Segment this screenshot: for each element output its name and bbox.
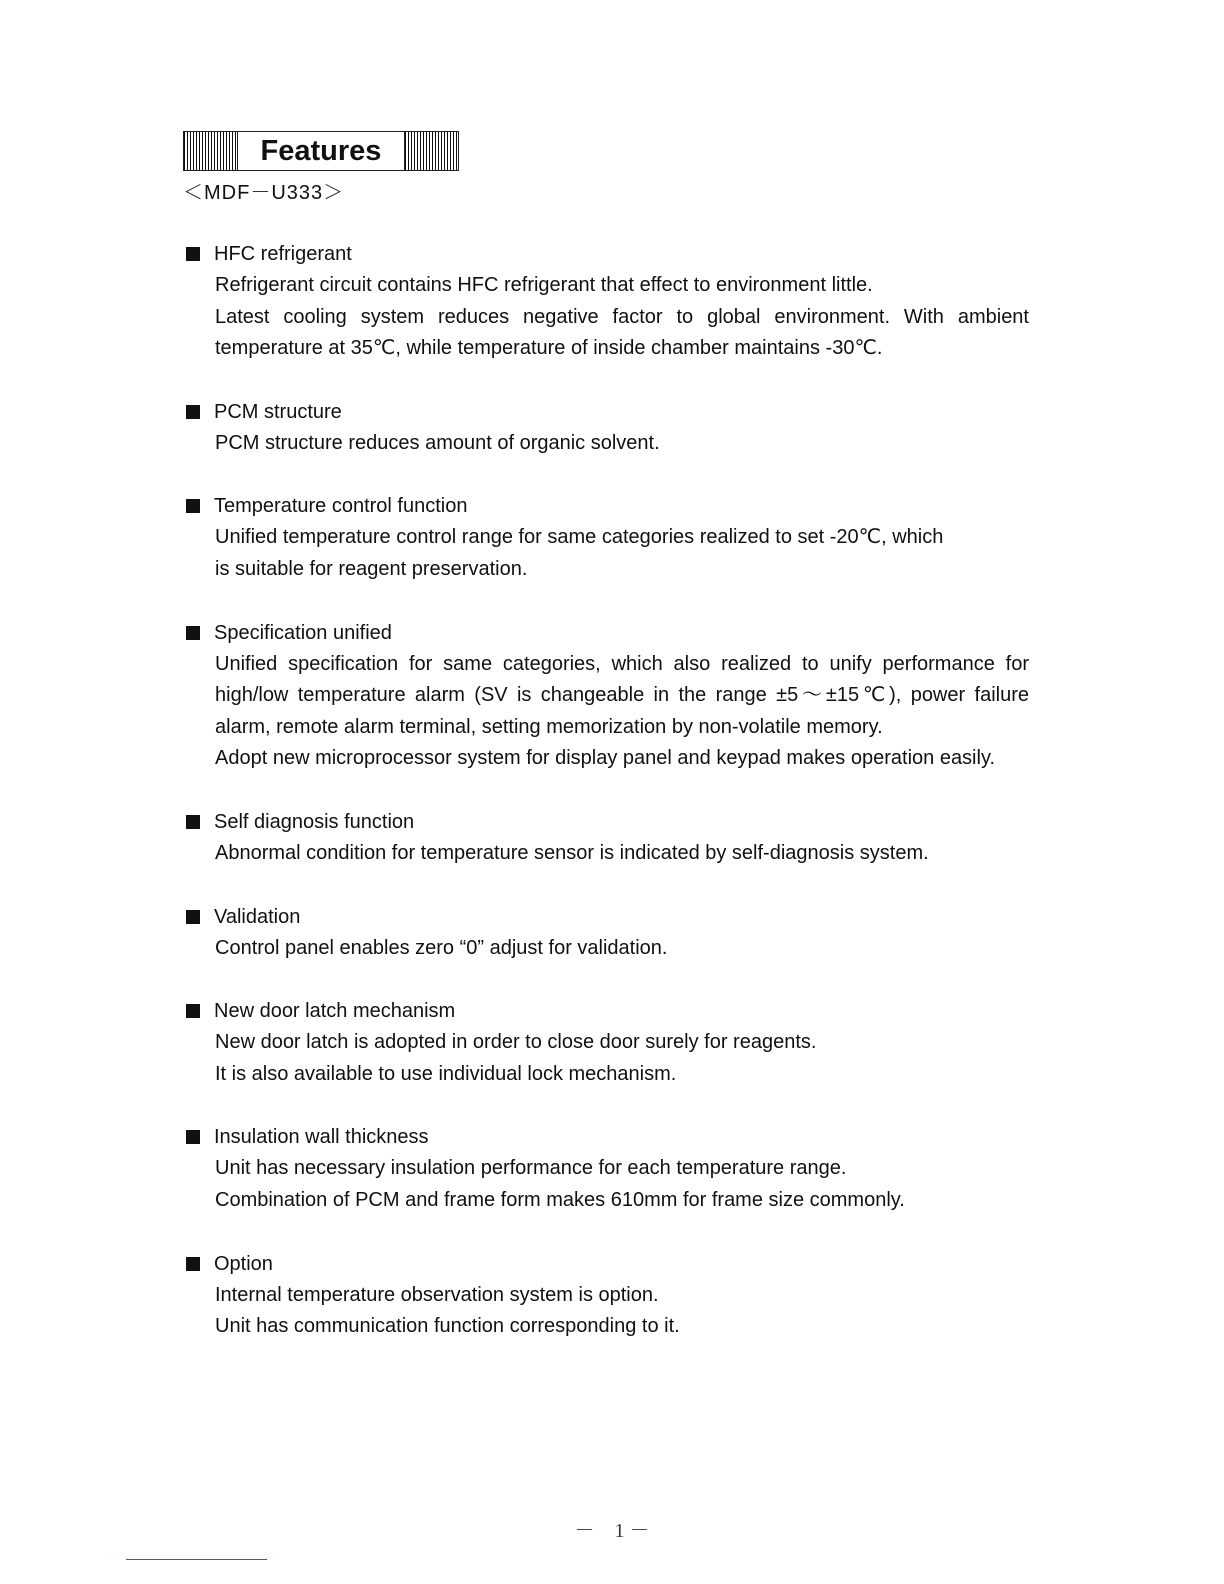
feature-section <box>186 1248 1029 1343</box>
section-line: Abnormal condition for temperature sensor is indicated by self-diagnosis system. <box>215 841 929 864</box>
section-heading-text: PCM structure <box>214 400 342 423</box>
square-bullet-icon <box>186 1130 200 1144</box>
square-bullet-icon <box>186 626 200 640</box>
section-heading <box>186 1121 1029 1153</box>
section-heading <box>186 901 1029 933</box>
section-line: Unit has necessary insulation performance for each temperature range. <box>215 1157 847 1180</box>
section-heading <box>186 396 1029 428</box>
section-heading <box>186 490 1029 522</box>
section-line: Adopt new microprocessor system for display panel and keypad makes operation easily. <box>215 747 996 770</box>
page-title: Features <box>260 135 382 167</box>
page-number: － 1 － <box>574 1520 650 1542</box>
footer-rule <box>126 1559 267 1560</box>
section-line: high/low temperature alarm (SV is changeable in the range ±5～±15℃), power failure <box>215 684 1029 707</box>
section-line: temperature at 35℃, while temperature of inside chamber maintains -30℃. <box>215 337 883 360</box>
feature-section <box>186 238 1029 365</box>
features-title-box <box>183 131 459 171</box>
section-line: Unified temperature control range for same categories realized to set -20℃, which <box>215 526 944 549</box>
section-heading <box>186 806 1029 838</box>
feature-section <box>186 396 1029 460</box>
model-number: ＜MDF－U333＞ <box>183 182 345 204</box>
feature-section <box>186 617 1029 775</box>
square-bullet-icon <box>186 247 200 261</box>
hatch-decoration-right <box>404 132 458 170</box>
hatch-decoration-left <box>184 132 238 170</box>
section-line: Latest cooling system reduces negative factor to global environment. With ambient <box>215 305 1029 328</box>
section-heading-text: Temperature control function <box>214 495 468 518</box>
square-bullet-icon <box>186 1257 200 1271</box>
section-line: Control panel enables zero “0” adjust for validation. <box>215 936 668 959</box>
section-heading-text: HFC refrigerant <box>214 243 352 265</box>
section-line: Internal temperature observation system is option. <box>215 1283 659 1306</box>
section-heading-text: Validation <box>214 905 301 928</box>
square-bullet-icon <box>186 499 200 513</box>
section-line: Unit has communication function corresponding to it. <box>215 1315 680 1338</box>
section-line: New door latch is adopted in order to close door surely for reagents. <box>215 1031 817 1054</box>
section-heading-text: Self diagnosis function <box>214 810 415 833</box>
feature-section <box>186 1121 1029 1216</box>
square-bullet-icon <box>186 1004 200 1018</box>
section-line: Combination of PCM and frame form makes 610mm for frame size commonly. <box>215 1188 905 1211</box>
square-bullet-icon <box>186 910 200 924</box>
feature-section <box>186 901 1029 965</box>
feature-section <box>186 995 1029 1090</box>
section-line: alarm, remote alarm terminal, setting memorization by non-volatile memory. <box>215 715 883 738</box>
section-line: It is also available to use individual lock mechanism. <box>215 1062 677 1085</box>
section-heading-text: Specification unified <box>214 621 392 644</box>
square-bullet-icon <box>186 405 200 419</box>
feature-section <box>186 806 1029 870</box>
square-bullet-icon <box>186 815 200 829</box>
feature-list <box>186 238 1029 1374</box>
section-heading-text: Option <box>214 1252 273 1275</box>
section-heading-text: Insulation wall thickness <box>214 1126 429 1149</box>
section-line: Refrigerant circuit contains HFC refrigerant that effect to environment little. <box>215 274 873 296</box>
section-line: PCM structure reduces amount of organic solvent. <box>215 431 660 454</box>
section-heading <box>186 995 1029 1027</box>
feature-section <box>186 490 1029 585</box>
section-heading <box>186 617 1029 649</box>
section-heading <box>186 1248 1029 1280</box>
section-heading <box>186 238 1029 270</box>
section-line: Unified specification for same categories, which also realized to unify performance for <box>215 652 1029 675</box>
section-line: is suitable for reagent preservation. <box>215 557 528 580</box>
section-heading-text: New door latch mechanism <box>214 1000 456 1023</box>
